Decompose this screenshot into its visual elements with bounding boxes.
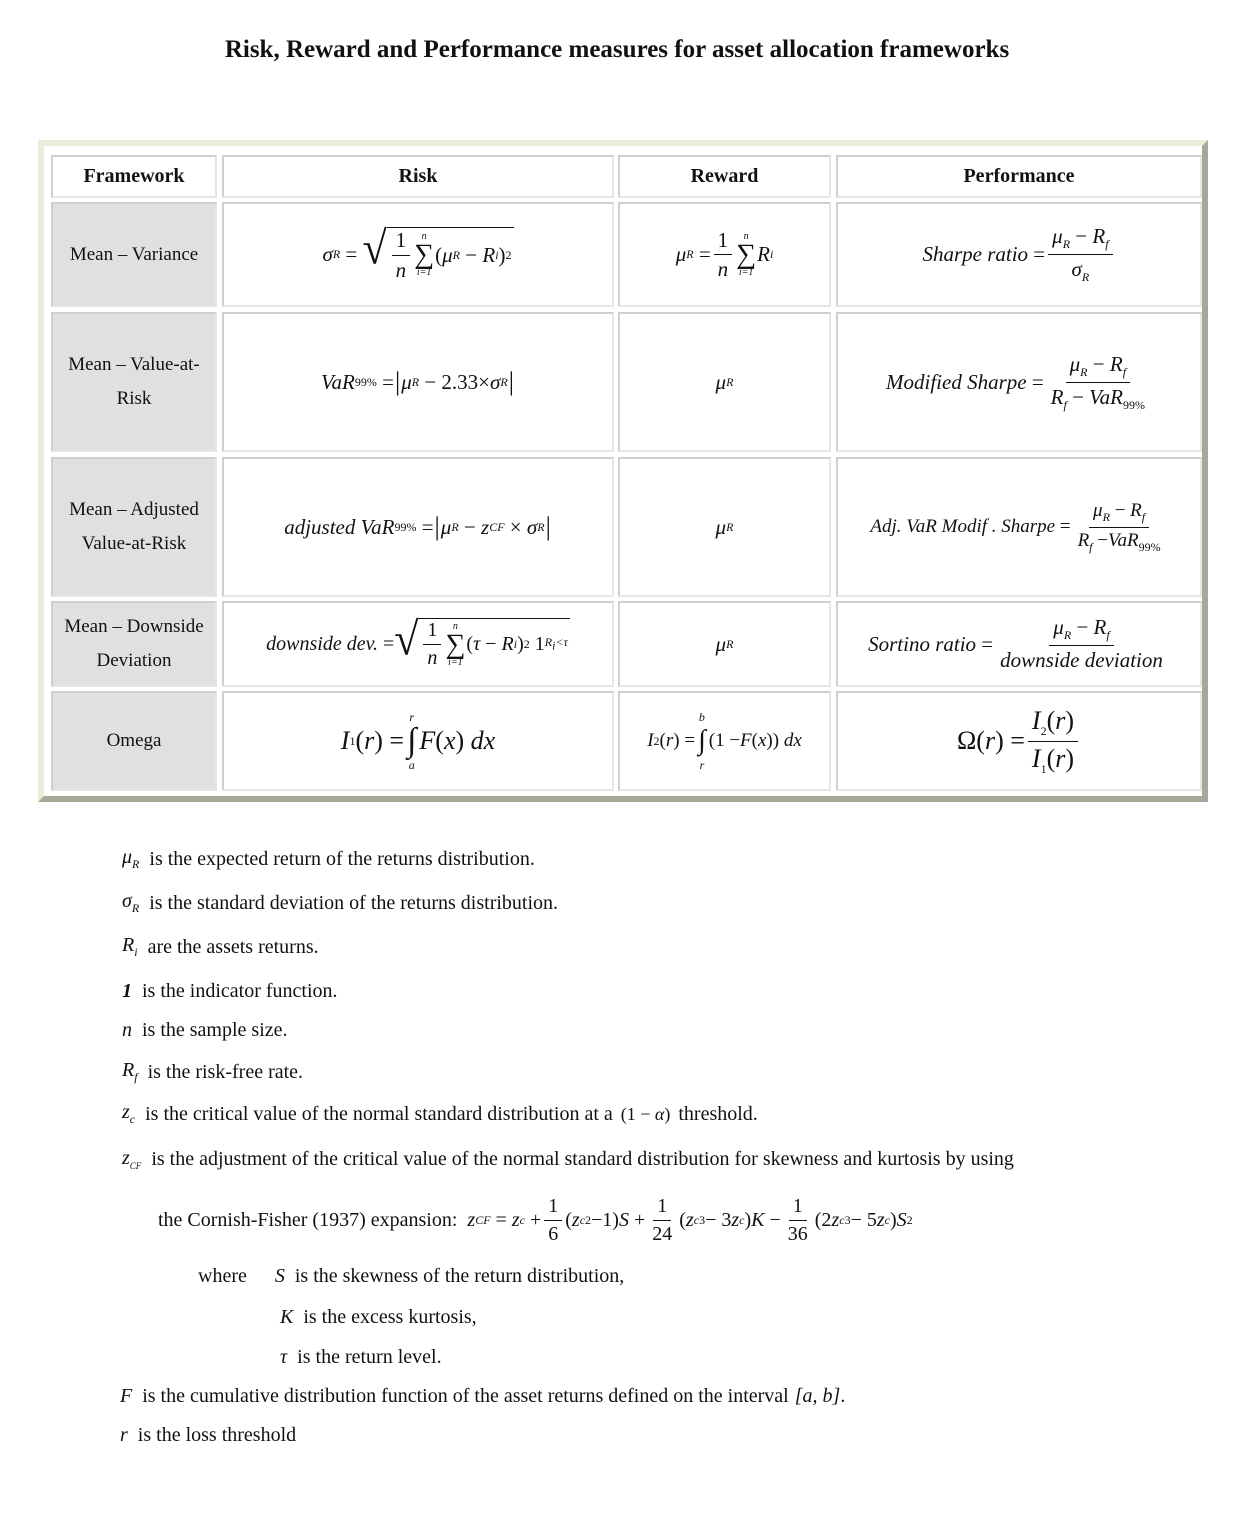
header-reward: Reward: [618, 155, 831, 198]
cornish-fisher-expansion: the Cornish-Fisher (1937) expansion: z CF = z c + $\frac{1}{6}$ ( z c 2 −1) S + $\frac{1}{24}$ ( z c 3 − 3 z c ) K − $\frac{1}{36}$ (2 z c 3 − 5 z c ) S 2: [158, 1195, 913, 1245]
legend-zc: $z_c$ is the critical value of the normal standard distribution at a (1 − α ) threshold.: [122, 1101, 758, 1126]
risk-mean-variance: σ R = √ $\frac{1}{n}$ n ∑ i=1 ( μ R − R i ) 2: [222, 202, 614, 307]
legend-zcf: $z_{CF}$ is the adjustment of the critical value of the normal standard distribution for skewness and kurtosis by using: [122, 1147, 1014, 1171]
legend-ri: $R_i$ are the assets returns.: [122, 934, 319, 959]
legend-n: n is the sample size.: [122, 1019, 288, 1041]
reward-mean-adjusted-var: μ R: [618, 457, 831, 597]
risk-mean-adjusted-var: adjusted VaR 99% = | μ R − z CF × σ R |: [222, 457, 614, 597]
framework-omega: Omega: [51, 691, 217, 791]
risk-mean-var: VaR 99% = | μ R − 2.33× σ R |: [222, 312, 614, 452]
framework-mean-adjusted-var: Mean – Adjusted Value-at-Risk: [51, 457, 217, 597]
risk-omega: I 1 ( r ) = r ∫ a F ( x ) dx: [222, 691, 614, 791]
header-performance: Performance: [836, 155, 1202, 198]
page-title: Risk, Reward and Performance measures for asset allocation frameworks: [224, 36, 1010, 63]
legend-r: r is the loss threshold: [120, 1424, 297, 1446]
reward-mean-downside: μ R: [618, 601, 831, 687]
performance-mean-adjusted-var: Adj. VaR Modif . Sharpe = $\frac{\mu_R - R_f}{R_f -VaR_{99\%}}$: [836, 457, 1202, 597]
legend-f: F is the cumulative distribution function of the asset returns defined on the interval [a, b] .: [120, 1385, 846, 1407]
header-framework: Framework: [51, 155, 217, 198]
framework-mean-var: Mean – Value-at- Risk: [51, 312, 217, 452]
risk-mean-downside: downside dev. = √ $\frac{1}{n}$ n ∑ i=1 ( τ − R i ) 2 1 $R_i<\tau$: [222, 601, 614, 687]
performance-mean-var: Modified Sharpe = $\frac{\mu_R - R_f}{R_f - VaR_{99\%}}$: [836, 312, 1202, 452]
legend-where-s: where S is the skewness of the return distribution,: [198, 1265, 625, 1287]
reward-mean-variance: μ R = $\frac{1}{n}$ n ∑ i=1 R i: [618, 202, 831, 307]
framework-mean-downside: Mean – Downside Deviation: [51, 601, 217, 687]
legend-indicator: 1 is the indicator function.: [122, 980, 338, 1002]
performance-omega: Ω( r ) = $\frac{I_2(r)}{I_1(r)}$: [836, 691, 1202, 791]
reward-omega: I 2 ( r ) = b ∫ r (1 − F ( x )) dx: [618, 691, 831, 791]
performance-mean-variance: Sharpe ratio = $\frac{\mu_R - R_f}{\sigma_R}$: [836, 202, 1202, 307]
reward-mean-var: μ R: [618, 312, 831, 452]
header-risk: Risk: [222, 155, 614, 198]
legend-tau: τ is the return level.: [280, 1346, 442, 1368]
legend-mu: $\mu_R$ is the expected return of the returns distribution.: [122, 846, 535, 871]
performance-mean-downside: Sortino ratio = $\frac{\mu_R - R_f}{\text{downside deviation}}$: [836, 601, 1202, 687]
legend-k: K is the excess kurtosis,: [280, 1306, 477, 1328]
legend-rf: $R_f$ is the risk-free rate.: [122, 1059, 304, 1084]
framework-mean-variance: Mean – Variance: [51, 202, 217, 307]
legend-sigma: $\sigma_R$ is the standard deviation of the returns distribution.: [122, 890, 559, 915]
